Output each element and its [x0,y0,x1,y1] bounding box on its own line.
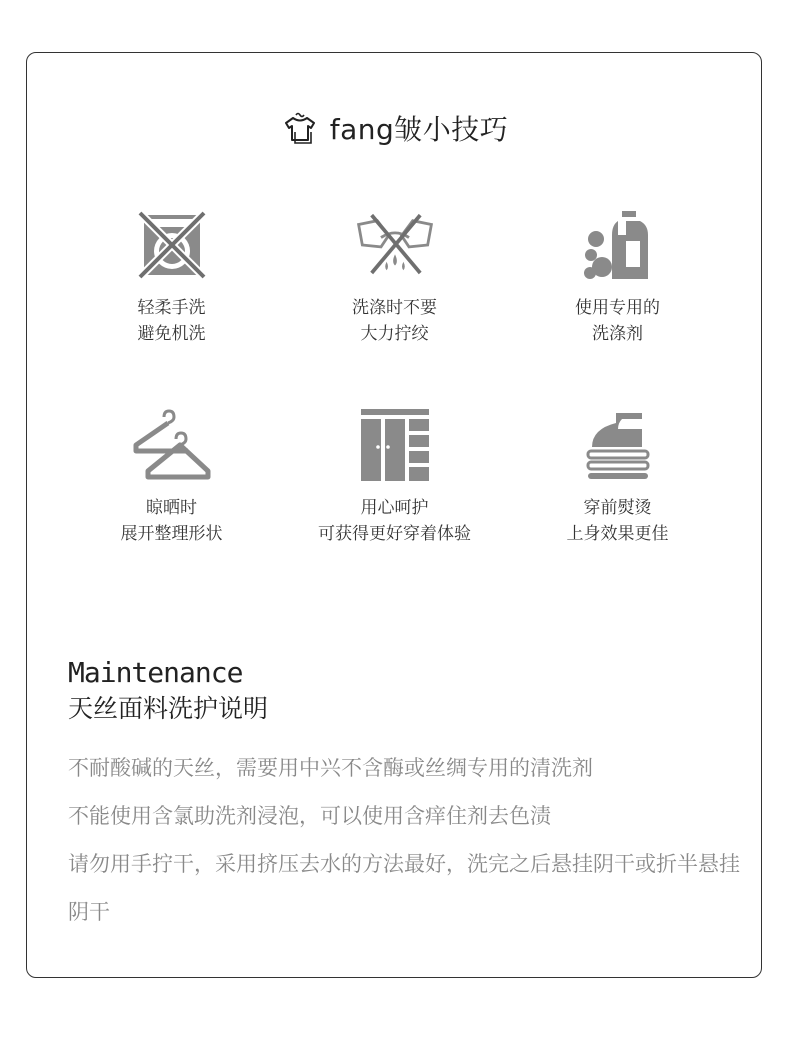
tip-no-machine-wash [60,205,283,370]
tips-header [0,108,790,148]
tip-line1: 洗涤时不要 [352,298,437,318]
tip-no-wring [283,205,506,370]
page-title: fang皱小技巧 [329,113,509,146]
tip-line2: 展开整理形状 [120,524,223,544]
tip-line1: 穿前熨烫 [583,498,652,518]
tshirt-icon [282,110,318,146]
care-paragraph: 请勿用手拧干，采用挤压去水的方法最好，洗完之后悬挂阴干或折半悬挂阴干 [68,852,740,924]
tips-grid [60,205,730,570]
no-wring-icon [353,205,437,285]
tip-detergent [506,205,729,370]
tip-line1: 使用专用的 [575,298,660,318]
tip-line2: 洗涤剂 [592,324,643,344]
tip-care [283,405,506,570]
tip-line1: 晾晒时 [146,498,197,518]
wardrobe-icon [353,405,437,485]
detergent-bottle-icon [576,205,660,285]
care-paragraph: 不耐酸碱的天丝，需要用中兴不含酶或丝绸专用的清洗剂 [68,756,593,780]
tip-line2: 大力拧绞 [360,324,429,344]
tip-line2: 避免机洗 [137,324,206,344]
care-paragraph: 不能使用含氯助洗剂浸泡，可以使用含痒住剂去色渍 [68,804,551,828]
care-instructions [68,744,748,936]
maintenance-section [68,656,748,936]
tip-line1: 用心呵护 [360,498,429,518]
maintenance-title-zh: 天丝面料洗护说明 [68,694,269,723]
tip-hang-dry [60,405,283,570]
tip-line2: 可获得更好穿着体验 [318,524,471,544]
tip-line1: 轻柔手洗 [137,298,206,318]
tip-iron [506,405,729,570]
tip-line2: 上身效果更佳 [566,524,669,544]
iron-icon [576,405,660,485]
hanger-icon [130,405,214,485]
maintenance-title-en: Maintenance [68,656,243,689]
no-machine-wash-icon [130,205,214,285]
